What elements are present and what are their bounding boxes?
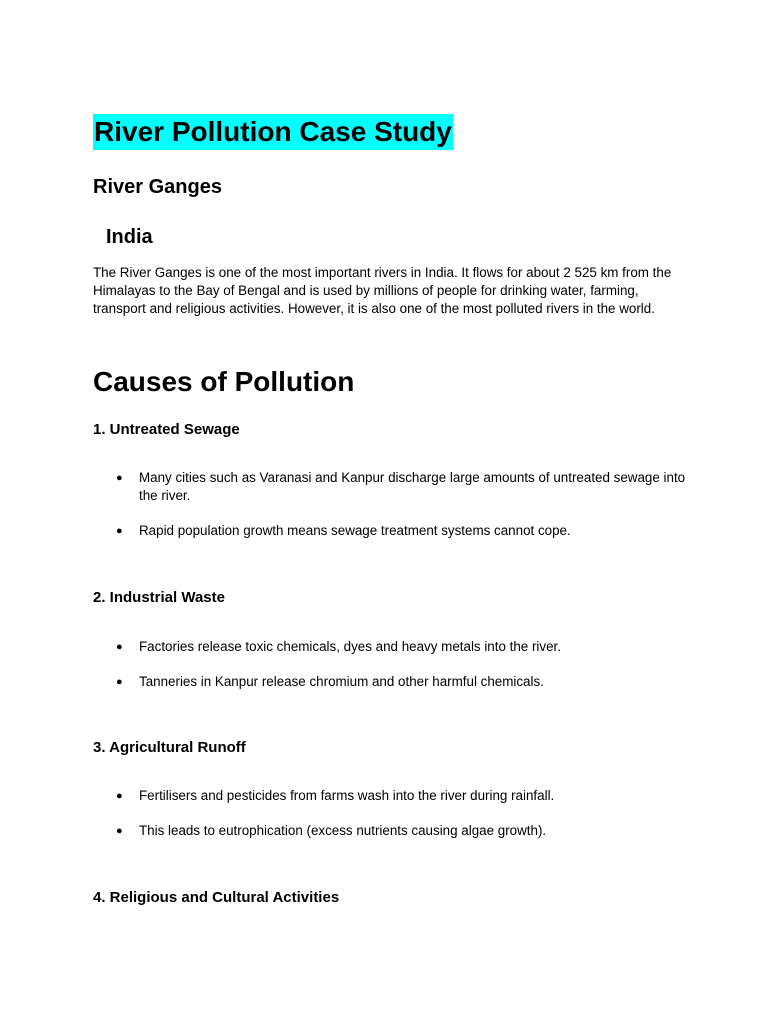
list-item: [93, 522, 693, 540]
bullet-icon: ●: [116, 825, 123, 837]
cause-heading-agricultural: 3. Agricultural Runoff: [93, 739, 246, 756]
page-title: River Pollution Case Study: [93, 114, 453, 150]
bullet-icon: ●: [116, 790, 123, 802]
bullet-text: Fertilisers and pesticides from farms wash into the river during rainfall.: [139, 788, 555, 803]
bullet-text: Many cities such as Varanasi and Kanpur discharge large amounts of untreated sewage into the river.: [139, 470, 686, 503]
causes-section-heading: Causes of Pollution: [93, 366, 355, 397]
bullet-text: Tanneries in Kanpur release chromium and other harmful chemicals.: [139, 674, 544, 689]
list-item: [93, 638, 693, 656]
bullet-list-sewage: [93, 469, 693, 557]
intro-paragraph: The River Ganges is one of the most important rivers in India. It flows for about 2 525 km from the Himalayas to the Bay of Bengal and is used by millions of people for drinking water, farming, transport and religious activities. However, it is also one of the most polluted rivers in the world.: [93, 265, 672, 316]
bullet-text: Factories release toxic chemicals, dyes and heavy metals into the river.: [139, 639, 561, 654]
list-item: [93, 822, 693, 840]
bullet-text: Rapid population growth means sewage treatment systems cannot cope.: [139, 523, 571, 538]
bullet-icon: ●: [116, 525, 123, 537]
list-item: [93, 787, 693, 805]
bullet-icon: ●: [116, 641, 123, 653]
bullet-list-industrial: [93, 638, 693, 708]
list-item: [93, 673, 693, 691]
bullet-list-agricultural: [93, 787, 693, 857]
river-subtitle: River Ganges: [93, 176, 222, 198]
cause-heading-industrial: 2. Industrial Waste: [93, 589, 225, 606]
bullet-text: This leads to eutrophication (excess nutrients causing algae growth).: [139, 823, 547, 838]
cause-heading-sewage: 1. Untreated Sewage: [93, 421, 240, 438]
bullet-icon: ●: [116, 472, 123, 484]
bullet-icon: ●: [116, 676, 123, 688]
list-item: [93, 469, 693, 505]
location-heading: India: [106, 226, 153, 248]
cause-heading-religious: 4. Religious and Cultural Activities: [93, 889, 340, 906]
